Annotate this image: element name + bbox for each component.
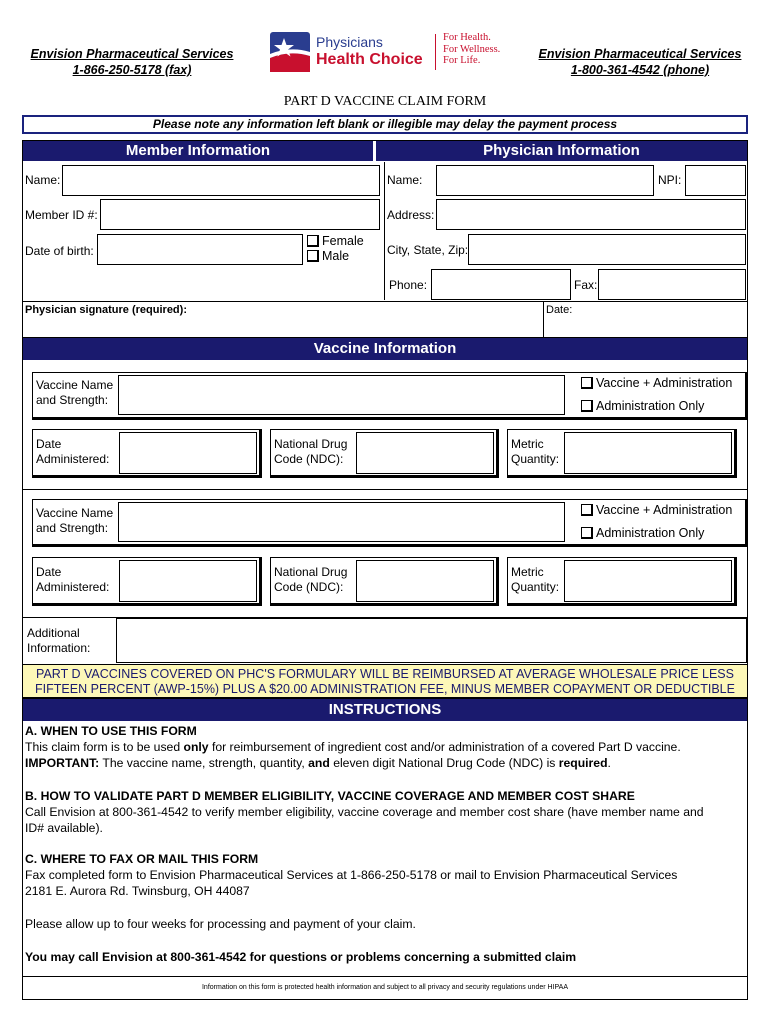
flag-star-icon: [270, 32, 310, 72]
member-name-field[interactable]: [62, 165, 380, 196]
date-admin-label-2: [36, 565, 109, 595]
vaccine-name-label-2: [36, 506, 113, 536]
dob-field[interactable]: [97, 234, 303, 265]
vaccine-name-label-1b: and Strength:: [36, 393, 109, 407]
npi-field[interactable]: [685, 165, 746, 196]
admin-only-option-1[interactable]: [581, 399, 704, 413]
qty-field-1[interactable]: [564, 432, 732, 474]
section-b-text-2: ID# available).: [25, 821, 103, 835]
vaccine-admin-option-2[interactable]: [581, 503, 732, 517]
section-c-text-1: Fax completed form to Envision Pharmaceutical Services at 1-866-250-5178 or mail to Envision Pharmaceutical Services: [25, 868, 678, 882]
vaccine-block-divider: [23, 489, 747, 490]
section-a-text-2: [25, 755, 745, 771]
section-c-text-2: 2181 E. Aurora Rd. Twinsburg, OH 44087: [25, 884, 250, 898]
signature-row-divider: [23, 301, 747, 302]
reimbursement-line-1: PART D VACCINES COVERED ON PHC'S FORMULARY WILL BE REIMBURSED AT AVERAGE WHOLESALE PRICE LESS: [36, 667, 734, 681]
a2-bold3: required: [558, 756, 608, 770]
admin-only-label-2: Administration Only: [596, 526, 705, 540]
member-name-label: Name:: [25, 173, 61, 187]
a1-pre: This claim form is to be used: [25, 740, 184, 754]
ndc-label-2b: Code (NDC):: [274, 580, 344, 594]
admin-only-label-1: Administration Only: [596, 399, 705, 413]
signature-label: Physician signature (required):: [25, 304, 187, 316]
address-field[interactable]: [436, 199, 746, 230]
physician-name-field[interactable]: [436, 165, 654, 196]
a2-mid2: eleven digit National Drug Code (NDC) is: [329, 756, 559, 770]
ndc-label-2: [274, 565, 347, 595]
qty-field-2[interactable]: [564, 560, 732, 602]
vaccine-name-label-1: [36, 378, 113, 408]
a2-bold2: and: [308, 756, 330, 770]
date-admin-label-1: [36, 437, 109, 467]
section-b-heading: B. HOW TO VALIDATE PART D MEMBER ELIGIBILITY, VACCINE COVERAGE AND MEMBER COST SHARE: [25, 789, 635, 803]
npi-label: NPI:: [658, 173, 682, 187]
qty-label-1a: Metric: [511, 437, 544, 451]
address-label: Address:: [387, 208, 435, 222]
vaccine-admin-checkbox-1[interactable]: [581, 377, 593, 389]
vaccine-info-header: Vaccine Information: [23, 338, 747, 360]
member-id-label: Member ID #:: [25, 208, 98, 222]
female-label: Female: [322, 234, 364, 248]
form-title: PART D VACCINE CLAIM FORM: [283, 94, 487, 109]
vaccine-name-label-2a: Vaccine Name: [36, 506, 114, 520]
section-b-text-1: Call Envision at 800-361-4542 to verify member eligibility, vaccine coverage and member cost share (have member name and: [25, 805, 704, 819]
right-org-name: Envision Pharmaceutical Services: [538, 47, 742, 61]
ndc-field-1[interactable]: [356, 432, 494, 474]
a2-mid1: The vaccine name, strength, quantity,: [99, 756, 309, 770]
a1-post: for reimbursement of ingredient cost and/or administration of a covered Part D vaccine.: [208, 740, 681, 754]
physician-name-label: Name:: [387, 173, 423, 187]
city-label: City, State, Zip:: [387, 243, 469, 257]
vaccine-name-label-1a: Vaccine Name: [36, 378, 114, 392]
phone-label: Phone:: [389, 278, 428, 292]
logo-tagline: [443, 32, 500, 67]
female-checkbox[interactable]: [307, 235, 319, 247]
logo-tag3: For Life.: [443, 55, 481, 66]
qty-label-2: [511, 565, 559, 595]
notice-banner: Please note any information left blank or illegible may delay the payment process: [22, 115, 748, 134]
date-admin-field-2[interactable]: [119, 560, 257, 602]
signature-date-label: Date:: [546, 304, 573, 316]
hipaa-footer: Information on this form is protected health information and subject to all privacy and security regulations under HIPAA: [201, 984, 568, 991]
instructions-header: INSTRUCTIONS: [23, 699, 747, 721]
phone-field[interactable]: [431, 269, 571, 300]
logo-line2: Health Choice: [316, 51, 423, 68]
additional-info-label-b: Information:: [27, 641, 91, 655]
fax-label: Fax:: [574, 278, 598, 292]
city-field[interactable]: [468, 234, 746, 265]
ndc-label-1a: National Drug: [274, 437, 348, 451]
fax-number: 1-866-250-5178 (fax): [72, 63, 192, 77]
vaccine-admin-label-2: Vaccine + Administration: [596, 503, 733, 517]
phone-number: 1-800-361-4542 (phone): [570, 63, 710, 77]
footer-divider: [22, 976, 748, 977]
signature-date-divider[interactable]: [543, 301, 544, 338]
reimbursement-notice: [22, 664, 748, 698]
qty-label-1b: Quantity:: [511, 452, 560, 466]
qty-label-1: [511, 437, 559, 467]
date-admin-label-2b: Administered:: [36, 580, 110, 594]
additional-info-label: [27, 626, 90, 656]
logo-tag2: For Wellness.: [443, 43, 501, 55]
date-admin-label-1a: Date: [36, 437, 62, 451]
logo-tag1: For Health.: [443, 32, 491, 43]
male-checkbox[interactable]: [307, 250, 319, 262]
instructions-body: [25, 723, 745, 965]
member-info-header: Member Information: [23, 141, 373, 161]
date-admin-label-2a: Date: [36, 565, 62, 579]
date-admin-label-1b: Administered:: [36, 452, 110, 466]
vaccine-admin-checkbox-2[interactable]: [581, 504, 593, 516]
female-option[interactable]: [307, 234, 364, 248]
physician-info-header: Physician Information: [376, 141, 747, 161]
admin-only-option-2[interactable]: [581, 526, 704, 540]
vaccine-name-label-2b: and Strength:: [36, 521, 109, 535]
call-envision-text: You may call Envision at 800-361-4542 for questions or problems concerning a submitted claim: [25, 950, 577, 964]
allow-time-text: Please allow up to four weeks for processing and payment of your claim.: [25, 917, 416, 931]
left-org-name: Envision Pharmaceutical Services: [30, 47, 234, 61]
ndc-label-2a: National Drug: [274, 565, 348, 579]
qty-label-2b: Quantity:: [511, 580, 560, 594]
qty-label-2a: Metric: [511, 565, 544, 579]
section-c-heading: C. WHERE TO FAX OR MAIL THIS FORM: [25, 852, 259, 866]
vaccine-admin-label-1: Vaccine + Administration: [596, 376, 733, 390]
ndc-field-2[interactable]: [356, 560, 494, 602]
ndc-label-1b: Code (NDC):: [274, 452, 344, 466]
ndc-label-1: [274, 437, 347, 467]
section-a-heading: A. WHEN TO USE THIS FORM: [25, 724, 197, 738]
fax-field[interactable]: [598, 269, 746, 300]
a2-bold1: IMPORTANT:: [25, 756, 100, 770]
vaccine-admin-option-1[interactable]: [581, 376, 732, 390]
header-right-contact: [520, 46, 760, 78]
logo-line1: Physicians: [316, 34, 383, 50]
a2-end: .: [607, 756, 611, 770]
header-left-contact: [12, 46, 252, 78]
member-id-field[interactable]: [100, 199, 380, 230]
a1-bold: only: [183, 740, 209, 754]
male-option[interactable]: [307, 249, 349, 263]
additional-info-field[interactable]: [116, 618, 747, 663]
logo-wordmark: [316, 33, 423, 69]
dob-label: Date of birth:: [25, 244, 94, 258]
additional-info-label-a: Additional: [27, 626, 80, 640]
admin-only-checkbox-2[interactable]: [581, 527, 593, 539]
vaccine-name-field-2[interactable]: [118, 502, 565, 542]
admin-only-checkbox-1[interactable]: [581, 400, 593, 412]
section-a-text-1: [25, 739, 745, 755]
section-divider: [384, 162, 385, 300]
vaccine-name-field-1[interactable]: [118, 375, 565, 415]
male-label: Male: [322, 249, 350, 263]
logo-divider: [435, 34, 436, 70]
reimbursement-line-2: FIFTEEN PERCENT (AWP-15%) PLUS A $20.00 ADMINISTRATION FEE, MINUS MEMBER COPAYMENT OR DEDUCTIBLE: [35, 682, 735, 696]
date-admin-field-1[interactable]: [119, 432, 257, 474]
phc-logo: [270, 32, 510, 74]
